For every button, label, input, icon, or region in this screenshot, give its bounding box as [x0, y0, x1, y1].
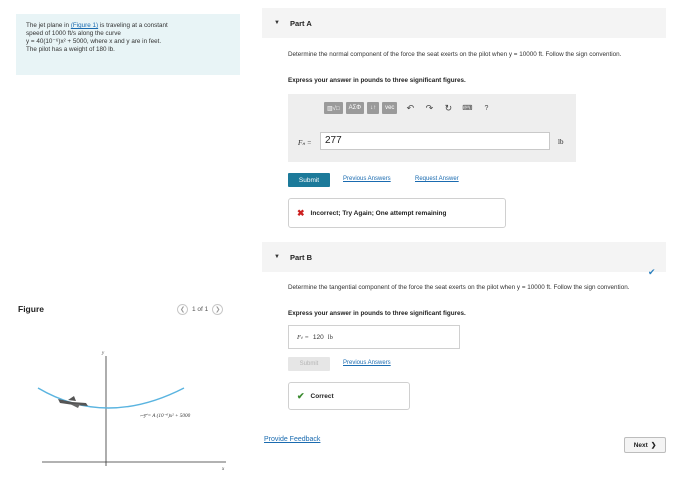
part-a-answer-input[interactable]: 277	[320, 132, 550, 150]
figure-pager	[177, 304, 223, 315]
part-b-instructions: Express your answer in pounds to three significant figures.	[288, 310, 466, 317]
problem-line-3: y = 40(10⁻⁶)x² + 5000, where x and y are in feet.	[26, 38, 162, 45]
figure-diagram	[36, 344, 246, 474]
collapse-triangle-icon: ▼	[274, 20, 280, 26]
part-a-previous-answers-link[interactable]: Previous Answers	[343, 176, 391, 182]
part-b-header[interactable]	[262, 242, 666, 272]
part-b-submit-button: Submit	[288, 357, 330, 371]
part-b-feedback	[288, 382, 410, 410]
part-a-answer-panel	[288, 94, 576, 162]
x-axis-label: x	[222, 467, 225, 472]
correct-check-icon: ✔	[297, 390, 305, 401]
next-figure-icon[interactable]: ❯	[212, 304, 223, 315]
part-b-answer-display	[288, 325, 460, 349]
part-a-feedback	[288, 198, 506, 228]
next-button-label: Next	[633, 441, 648, 449]
part-a-title: Part A	[289, 18, 312, 28]
figure-pager-text: 1 of 1	[192, 306, 209, 313]
part-a-header[interactable]	[262, 8, 666, 38]
figure-link[interactable]: (Figure 1)	[70, 22, 99, 29]
help-icon[interactable]: ?	[484, 104, 489, 112]
part-b-previous-answers-link[interactable]: Previous Answers	[343, 360, 391, 366]
undo-icon[interactable]: ↶	[406, 102, 415, 113]
prev-figure-icon[interactable]: ❮	[177, 304, 188, 315]
incorrect-x-icon: ✖	[297, 207, 305, 218]
problem-line-2: speed of 1000 ft/s along the curve	[26, 30, 121, 37]
problem-line-4: The pilot has a weight of 180 lb.	[26, 46, 115, 53]
vector-button[interactable]: vec	[382, 102, 397, 114]
flight-curve	[38, 388, 184, 408]
chevron-right-icon: ❯	[650, 442, 657, 449]
part-a-submit-button[interactable]: Submit	[288, 173, 330, 187]
part-b-title: Part B	[289, 252, 313, 262]
arrows-button[interactable]: ↓↑	[367, 102, 379, 114]
part-b-answer-label: Fₜ =	[297, 334, 309, 341]
part-a-unit: lb	[558, 138, 564, 146]
redo-icon[interactable]: ↷	[425, 102, 434, 113]
request-answer-link[interactable]: Request Answer	[415, 176, 459, 182]
figure-label: Figure	[18, 304, 44, 314]
provide-feedback-link[interactable]: Provide Feedback	[264, 436, 321, 443]
y-axis-label: y	[102, 351, 105, 356]
part-b-answer-value: 120	[312, 333, 324, 341]
next-button[interactable]	[624, 437, 666, 453]
part-a-question: Determine the normal component of the force the seat exerts on the pilot when y = 10000 ft. Follow the sign convention.	[288, 51, 622, 58]
part-a-answer-label: Fₙ =	[298, 139, 312, 147]
problem-statement	[16, 14, 240, 75]
part-b-complete-check-icon: ✔	[648, 267, 656, 277]
part-b-feedback-text: Correct	[310, 392, 334, 400]
greek-symbols-button[interactable]: AΣΦ	[346, 102, 365, 114]
templates-button[interactable]: ▥√□	[324, 102, 343, 114]
part-b-question: Determine the tangential component of the force the seat exerts on the pilot when y = 10000 ft. Follow the sign convention.	[288, 284, 630, 291]
curve-label: y = A (10⁻⁶)x² + 5000	[144, 413, 191, 419]
reset-icon[interactable]: ↻	[444, 102, 453, 113]
part-a-instructions: Express your answer in pounds to three significant figures.	[288, 77, 466, 84]
collapse-triangle-icon: ▼	[274, 254, 280, 260]
problem-line-1: The jet plane in (Figure 1) is traveling at a constant	[26, 22, 168, 29]
part-b-unit: lb	[327, 333, 333, 341]
keyboard-icon[interactable]: ⌨	[462, 105, 473, 112]
part-a-feedback-text: Incorrect; Try Again; One attempt remaining	[310, 209, 447, 217]
math-toolbar	[324, 102, 492, 114]
